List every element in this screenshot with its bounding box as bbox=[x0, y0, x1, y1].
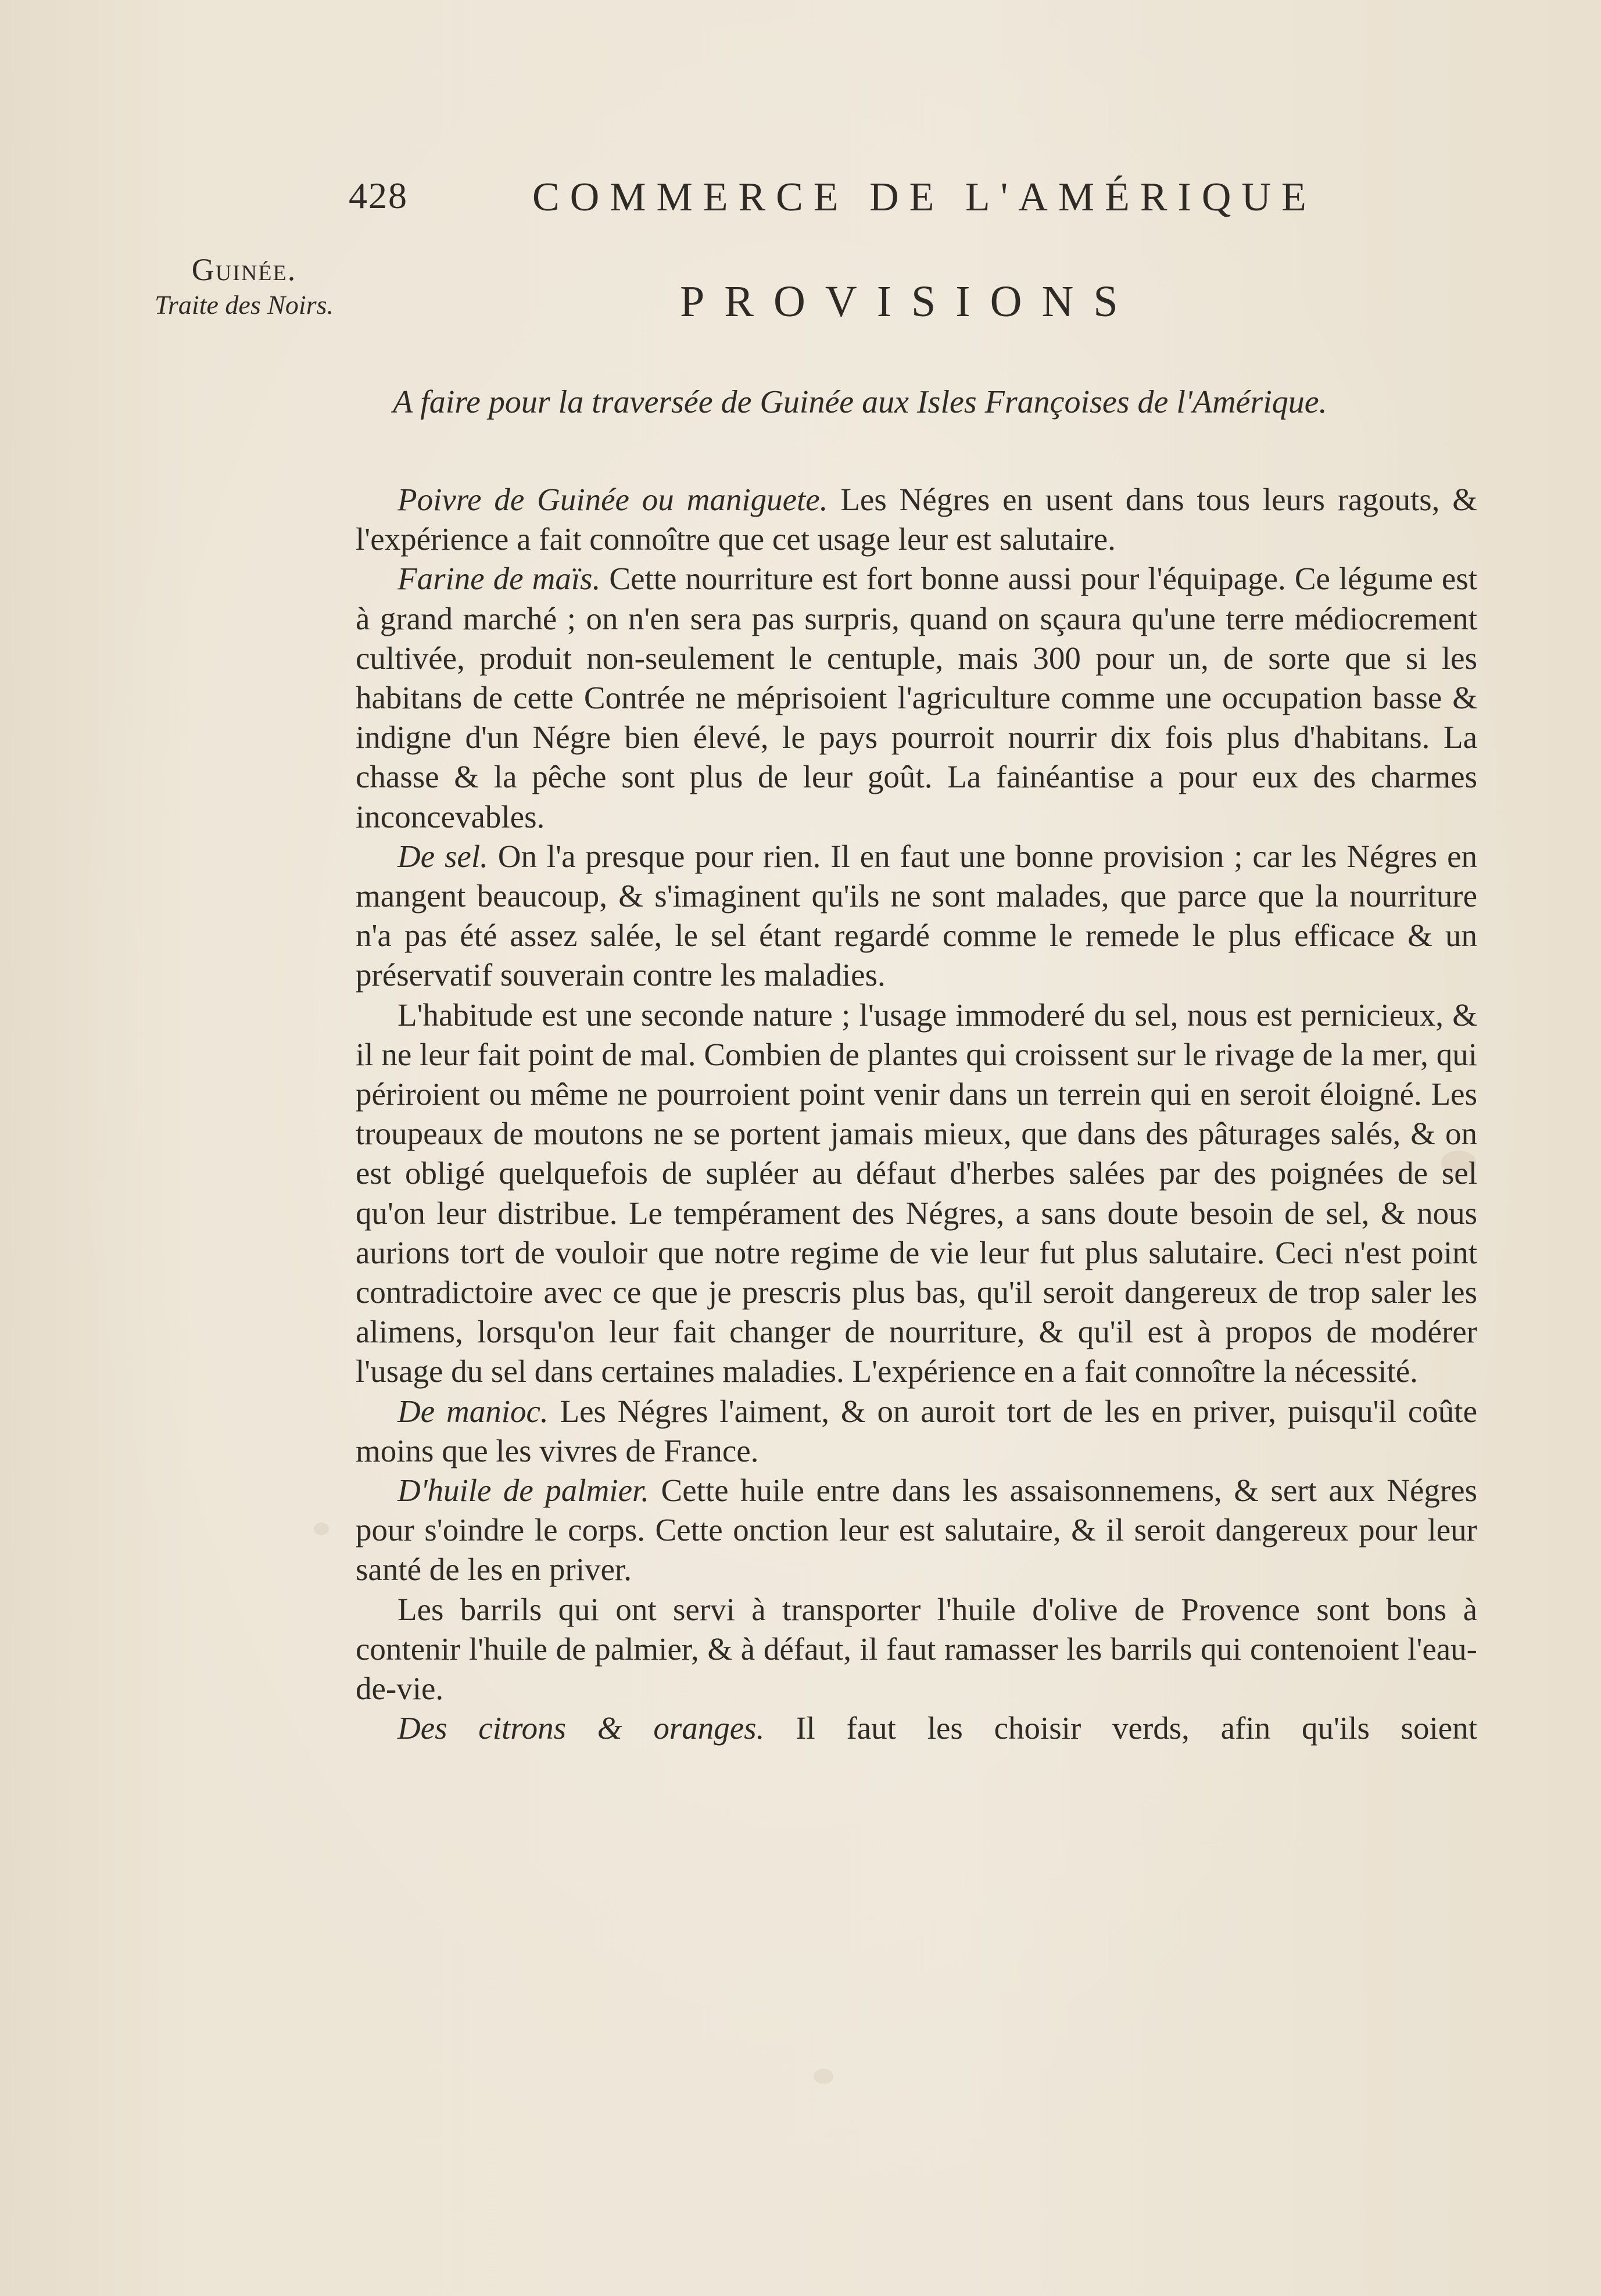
paragraph bbox=[356, 1708, 1477, 1748]
paragraph bbox=[356, 837, 1477, 995]
paragraph bbox=[356, 1392, 1477, 1471]
running-title: COMMERCE DE L'AMÉRIQUE bbox=[532, 175, 1317, 220]
paragraph-lead: De manioc. bbox=[397, 1393, 549, 1429]
paragraph-text: Cette huile entre dans les assaisonnemens, & sert aux Négres pour s'oindre le corps. Cette onction leur est salutaire, & il seroit dangereux pour leur santé de les en priver. bbox=[356, 1473, 1477, 1588]
margin-region: Guinée. bbox=[191, 252, 297, 287]
paragraph bbox=[356, 995, 1477, 1392]
paragraph bbox=[356, 480, 1477, 559]
paragraph-text: On l'a presque pour rien. Il en faut une bonne provision ; car les Négres en mangent beaucoup, & s'imaginent qu'ils ne sont malades, que parce que la nourriture n'a pas été assez salée, le sel étant regardé comme le remede le plus efficace & un préservatif souverain contre les maladies. bbox=[356, 838, 1478, 993]
section-subtitle: A faire pour la traversée de Guinée aux Isles Françoises de l'Amérique. bbox=[393, 384, 1327, 420]
paragraph-lead: De sel. bbox=[397, 838, 488, 874]
paper-stain bbox=[314, 1523, 329, 1535]
section-title: PROVISIONS bbox=[680, 277, 1138, 326]
running-head bbox=[349, 174, 1337, 238]
paragraph-lead: Poivre de Guinée ou maniguete. bbox=[397, 482, 828, 517]
margin-note bbox=[139, 251, 349, 322]
paragraph bbox=[356, 559, 1477, 836]
paragraph bbox=[356, 1471, 1477, 1590]
paragraph-text: Il faut les choisir verds, afin qu'ils soient bbox=[764, 1710, 1477, 1746]
paragraph bbox=[356, 1590, 1477, 1709]
body-text bbox=[356, 480, 1477, 1749]
paragraph-lead: D'huile de palmier. bbox=[397, 1473, 650, 1509]
paragraph-text: Cette nourriture est fort bonne aussi pour l'équipage. Ce légume est à grand marché ; on n'en sera pas surpris, quand on sçaura qu'une terre médiocrement cultivée, produit non-seulement le centuple, mais 300 pour un, de sorte que si les habitans de cette Contrée ne méprisoient l'agriculture comme une occupation basse & indigne d'un Négre bien élevé, le pays pourroit nourrir dix fois plus d'habitans. La chasse & la pêche sont plus de leur goût. La fainéantise a pour eux des charmes inconcevables. bbox=[356, 561, 1477, 834]
paper-stain bbox=[814, 2069, 833, 2084]
page-number: 428 bbox=[349, 175, 408, 216]
paragraph-lead: Farine de maïs. bbox=[397, 561, 601, 597]
paragraph-text: L'habitude est une seconde nature ; l'usage immoderé du sel, nous est pernicieux, & il ne leur fait point de mal. Combien de plantes qui croissent sur le rivage de la mer, qui périroient ou même ne pourroient point venir dans un terrein qui en seroit éloigné. Les troupeaux de moutons ne se portent jamais mieux, que dans des pâturages salés, & on est obligé quelquefois de supléer au défaut d'herbes salées par des poignées de sel qu'on leur distribue. Le tempérament des Négres, a sans doute besoin de sel, & nous aurions tort de vouloir que notre regime de vie leur fut plus salutaire. Ceci n'est point contradictoire avec ce que je prescris plus bas, qu'il seroit dangereux de trop saler les alimens, lorsqu'on leur fait changer de nourriture, & qu'il est à propos de modérer l'usage du sel dans certaines maladies. L'expérience en a fait connoître la nécessité. bbox=[356, 997, 1477, 1389]
margin-topic: Traite des Noirs. bbox=[154, 290, 334, 320]
paragraph-text: Les Négres l'aiment, & on auroit tort de les en priver, puisqu'il coûte moins que les vivres de France. bbox=[356, 1393, 1478, 1468]
paragraph-text: Les barrils qui ont servi à transporter l'huile d'olive de Provence sont bons à contenir l'huile de palmier, & à défaut, il faut ramasser les barrils qui contenoient l'eau-de-vie. bbox=[356, 1591, 1477, 1707]
paragraph-text: Les Négres en usent dans tous leurs ragouts, & l'expérience a fait connoître que cet usage leur est salutaire. bbox=[356, 482, 1477, 557]
paragraph-lead: Des citrons & oranges. bbox=[397, 1710, 765, 1746]
